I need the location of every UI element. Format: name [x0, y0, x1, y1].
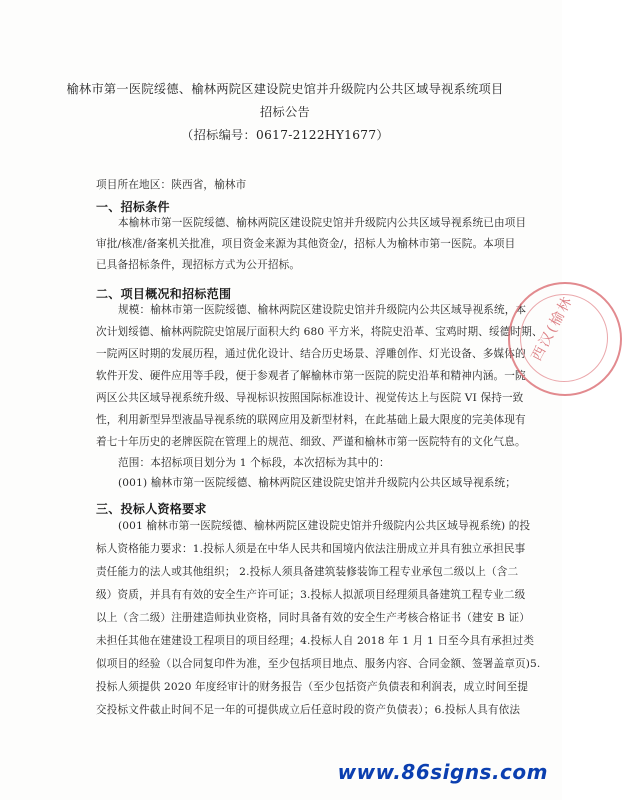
project-location: 项目所在地区：陕西省，榆林市 — [96, 179, 247, 191]
paragraph-line: 规模：榆林市第一医院绥德、榆林两院区建设院史馆并升级院内公共区域导视系统，本 — [118, 304, 527, 316]
paragraph-line: 一院两区时期的发展历程，通过优化设计、结合历史场景、浮雕创作、灯光设备、多媒体的 — [96, 348, 526, 360]
paragraph-line: 范围：本招标项目划分为 1 个标段，本次招标为其中的： — [118, 457, 390, 469]
official-seal — [508, 282, 622, 396]
paragraph-line: 交投标文件截止时间不足一年的可提供成立后任意时段的资产负债表）；6.投标人具有依法 — [96, 704, 521, 716]
paragraph-line: 级）资质，并具有有效的安全生产许可证；3.投标人拟派项目经理须具备建筑工程专业二级 — [96, 589, 526, 601]
paragraph-line: 已具备招标条件，现招标方式为公开招标。 — [96, 259, 301, 271]
paragraph-line: 性，利用新型异型液晶导视系统的联网应用及新型材料，在此基础上最大限度的完美体现有 — [96, 414, 526, 426]
section-heading-bidder-qualifications: 三、投标人资格要求 — [96, 502, 207, 516]
document-subtitle: 招标公告 — [260, 105, 310, 119]
paragraph-line: 本榆林市第一医院绥德、榆林两院区建设院史馆并升级院内公共区域导视系统已由项目 — [118, 217, 527, 229]
tender-number: （招标编号：0617-2122HY1677） — [181, 128, 389, 142]
paragraph-line: 似项目的经验（以合同复印件为准，至少包括项目地点、服务内容、合同金额、签署盖章页)5. — [96, 658, 541, 670]
paragraph-line: 审批/核准/备案机关批准，项目资金来源为其他资金/，招标人为榆林市第一医院。本项目 — [96, 238, 516, 250]
paragraph-line: 责任能力的法人或其他组织； 2.投标人须具备建筑装修装饰工程专业承包二级以上（含二 — [96, 566, 519, 578]
document-title: 榆林市第一医院绥德、榆林两院区建设院史馆并升级院内公共区域导视系统项目 — [66, 82, 504, 96]
paragraph-line: 着七十年历史的老牌医院在管理上的规范、细致、严谨和榆林市第一医院特有的文化气息。 — [96, 436, 526, 448]
paragraph-line: (001 榆林市第一医院绥德、榆林两院区建设院史馆并升级院内公共区域导视系统) 的投 — [118, 520, 531, 532]
section-heading-project-overview: 二、项目概况和招标范围 — [96, 287, 232, 301]
site-watermark: www.86signs.com — [337, 760, 548, 784]
paragraph-line: 标人资格能力要求：1.投标人须是在中华人民共和国境内依法注册成立并具有独立承担民事 — [96, 543, 526, 555]
paragraph-line: 次计划绥德、榆林两院院史馆展厅面积大约 680 平方米，将院史沿革、宝鸡时期、绥德时期、 — [96, 326, 543, 338]
paragraph-line: 软件开发、硬件应用等手段，便于参观者了解榆林市第一医院的院史沿革和精神内涵。一院 — [96, 370, 526, 382]
paragraph-line: 未担任其他在建建设工程项目的项目经理；4.投标人自 2018 年 1 月 1 日至今具有承担过类 — [96, 635, 535, 647]
paragraph-line: (001) 榆林市第一医院绥德、榆林两院区建设院史馆并升级院内公共区域导视系统； — [118, 477, 517, 489]
paragraph-line: 以上（含二级）注册建造师执业资格，同时具备有效的安全生产考核合格证书（建安 B 证） — [96, 612, 530, 624]
official-seal-text: 西汉(榆林 — [528, 293, 577, 364]
paragraph-line: 两区公共区域导视系统升级、导视标识按照国际标准设计、视觉传达上与医院 VI 保持一致 — [96, 392, 524, 404]
section-heading-tender-conditions: 一、招标条件 — [96, 200, 170, 214]
paragraph-line: 投标人须提供 2020 年度经审计的财务报告（至少包括资产负债表和利润表，成立时间至提 — [96, 681, 529, 693]
